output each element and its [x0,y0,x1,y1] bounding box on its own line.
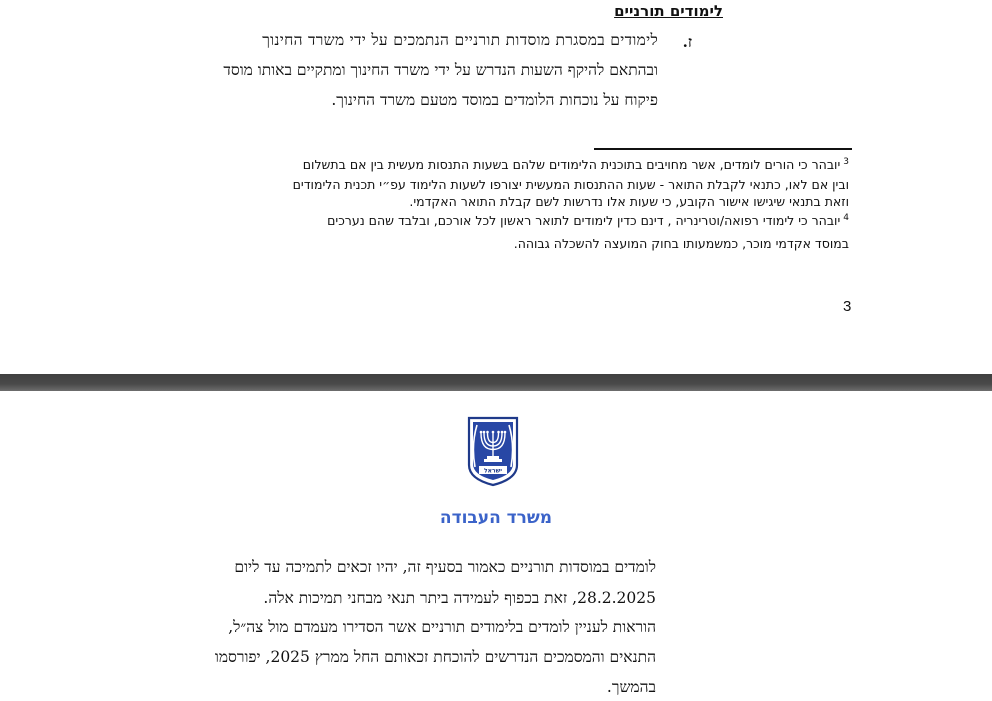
footnote-number: 4 [843,213,849,223]
footnote-text: יובהר כי לימודי רפואה/וטרינריה , דינם כדין לימודים לתואר ראשון לכל אורכם, ובלבד שהם נערכים [327,213,841,229]
footnote-3-line: וזאת בתנאי שיגישו אישור הקובע, כי שעות אלו נדרשות לשם קבלת התואר האקדמי. [409,194,849,209]
body-text-line: לומדים במוסדות תורניים כאמור בסעיף זה, יהיו זכאים לתמיכה עד ליום [234,558,656,576]
item-letter: ז. [682,33,692,51]
body-text-line: הוראות לעניין לומדים בלימודים תורניים אשר הסדירו מעמדם מול צה״ל, [228,618,656,636]
ministry-name: משרד העבודה [439,508,553,528]
body-text-line: בהמשך. [606,678,656,696]
footnote-3-line [303,157,849,172]
footnote-text: יובהר כי הורים לומדים, אשר מחויבים בתוכנית הלימודים שלהם בשעות התנסות מעשית בין אם בתשלום [302,157,841,173]
item-text-line: פיקוח על נוכחות הלומדים במוסד מטעם משרד החינוך. [331,91,658,109]
page-separator [0,374,992,391]
body-text-line: התנאים והמסמכים הנדרשים להוכחת זכאותם החל ממרץ 2025, יפורסמו [214,648,656,666]
footnote-separator [594,148,852,150]
footnote-4-line: במוסד אקדמי מוכר, כמשמעותו בחוק המועצה להשכלה גבוהה. [513,236,849,251]
body-text-line: 28.2.2025, זאת בכפוף לעמידה ביתר תנאי מבחני תמיכות אלה. [263,589,656,607]
page-number: 3 [843,298,852,315]
item-text-line: לימודים במסגרת מוסדות תורניים הנתמכים על ידי משרד החינוך [262,31,658,49]
item-text-line: ובהתאם להיקף השעות הנדרש על ידי משרד החינוך ומתקיים באותו מוסד [223,61,658,79]
footnote-4-line [327,213,849,228]
emblem-caption: ישראל [484,467,502,475]
footnote-number: 3 [843,157,849,167]
footnote-3-line: ובין אם לאו, כתנאי לקבלת התואר - שעות ההתנסות המעשית יצורפו לשעות הלימוד עפ״י תכנית הלימודים [292,177,849,192]
state-emblem-icon [465,415,521,487]
section-title: לימודים תורניים [614,2,723,20]
